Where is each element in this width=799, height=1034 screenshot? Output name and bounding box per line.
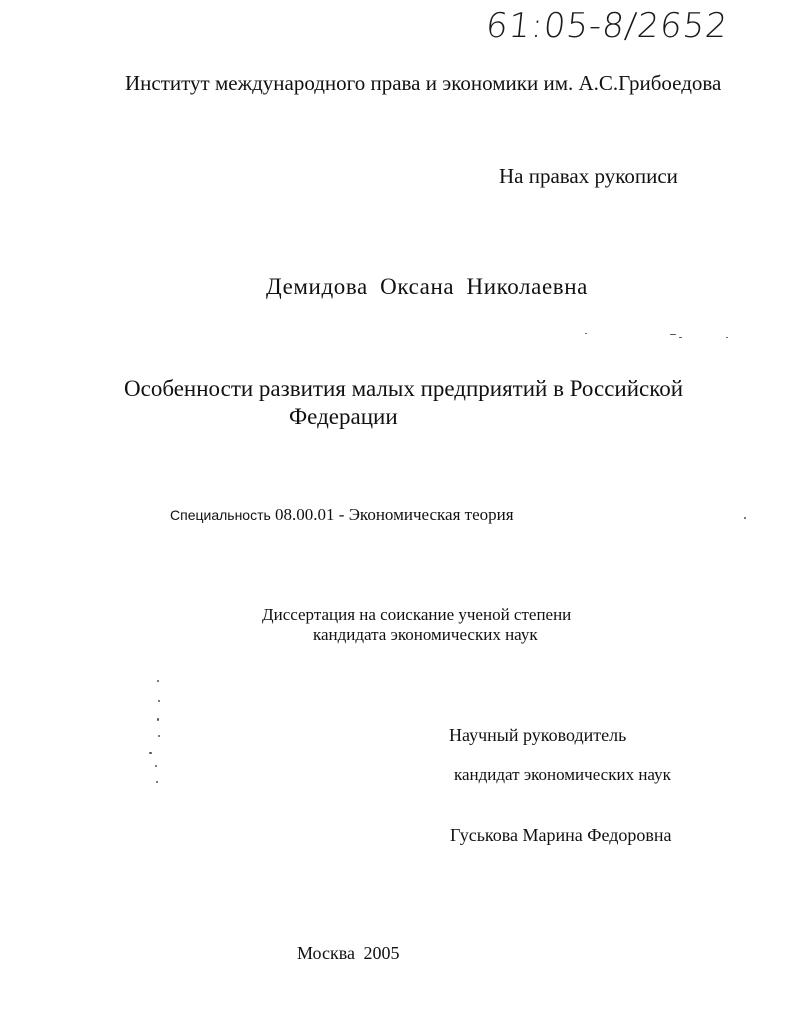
author-name: Демидова Оксана Николаевна bbox=[266, 274, 588, 299]
supervisor-name: Гуськова Марина Федоровна bbox=[450, 825, 672, 845]
scan-speck bbox=[670, 334, 676, 335]
specialty-code-name: 08.00.01 - Экономическая теория bbox=[275, 505, 514, 524]
place-and-year: Москва 2005 bbox=[297, 943, 400, 963]
specialty-label: Специальность bbox=[170, 507, 271, 523]
scan-speck bbox=[158, 700, 160, 702]
scan-speck bbox=[157, 718, 159, 721]
scan-speck bbox=[679, 337, 682, 338]
manuscript-note: На правах рукописи bbox=[499, 164, 678, 188]
supervisor-degree: кандидат экономических наук bbox=[454, 765, 671, 784]
specialty-line bbox=[170, 505, 514, 525]
scan-speck bbox=[585, 333, 587, 334]
scan-speck bbox=[157, 680, 159, 682]
scan-speck bbox=[744, 517, 746, 519]
thesis-title-line-1: Особенности развития малых предприятий в Российской bbox=[124, 376, 684, 401]
institute-name: Институт международного права и экономики им. А.С.Грибоедова bbox=[125, 71, 722, 95]
scan-speck bbox=[726, 337, 728, 338]
archive-code-handwritten: 61:05-8/2652 bbox=[483, 6, 730, 46]
dissertation-degree-line-1: Диссертация на соискание ученой степени bbox=[262, 605, 572, 624]
scan-speck bbox=[155, 765, 157, 767]
dissertation-degree-line-2: кандидата экономических наук bbox=[313, 625, 538, 644]
thesis-title-line-2: Федерации bbox=[289, 404, 398, 429]
scan-speck bbox=[156, 781, 158, 783]
supervisor-role: Научный руководитель bbox=[449, 725, 627, 745]
scan-speck bbox=[149, 752, 152, 754]
scan-speck bbox=[158, 735, 160, 737]
